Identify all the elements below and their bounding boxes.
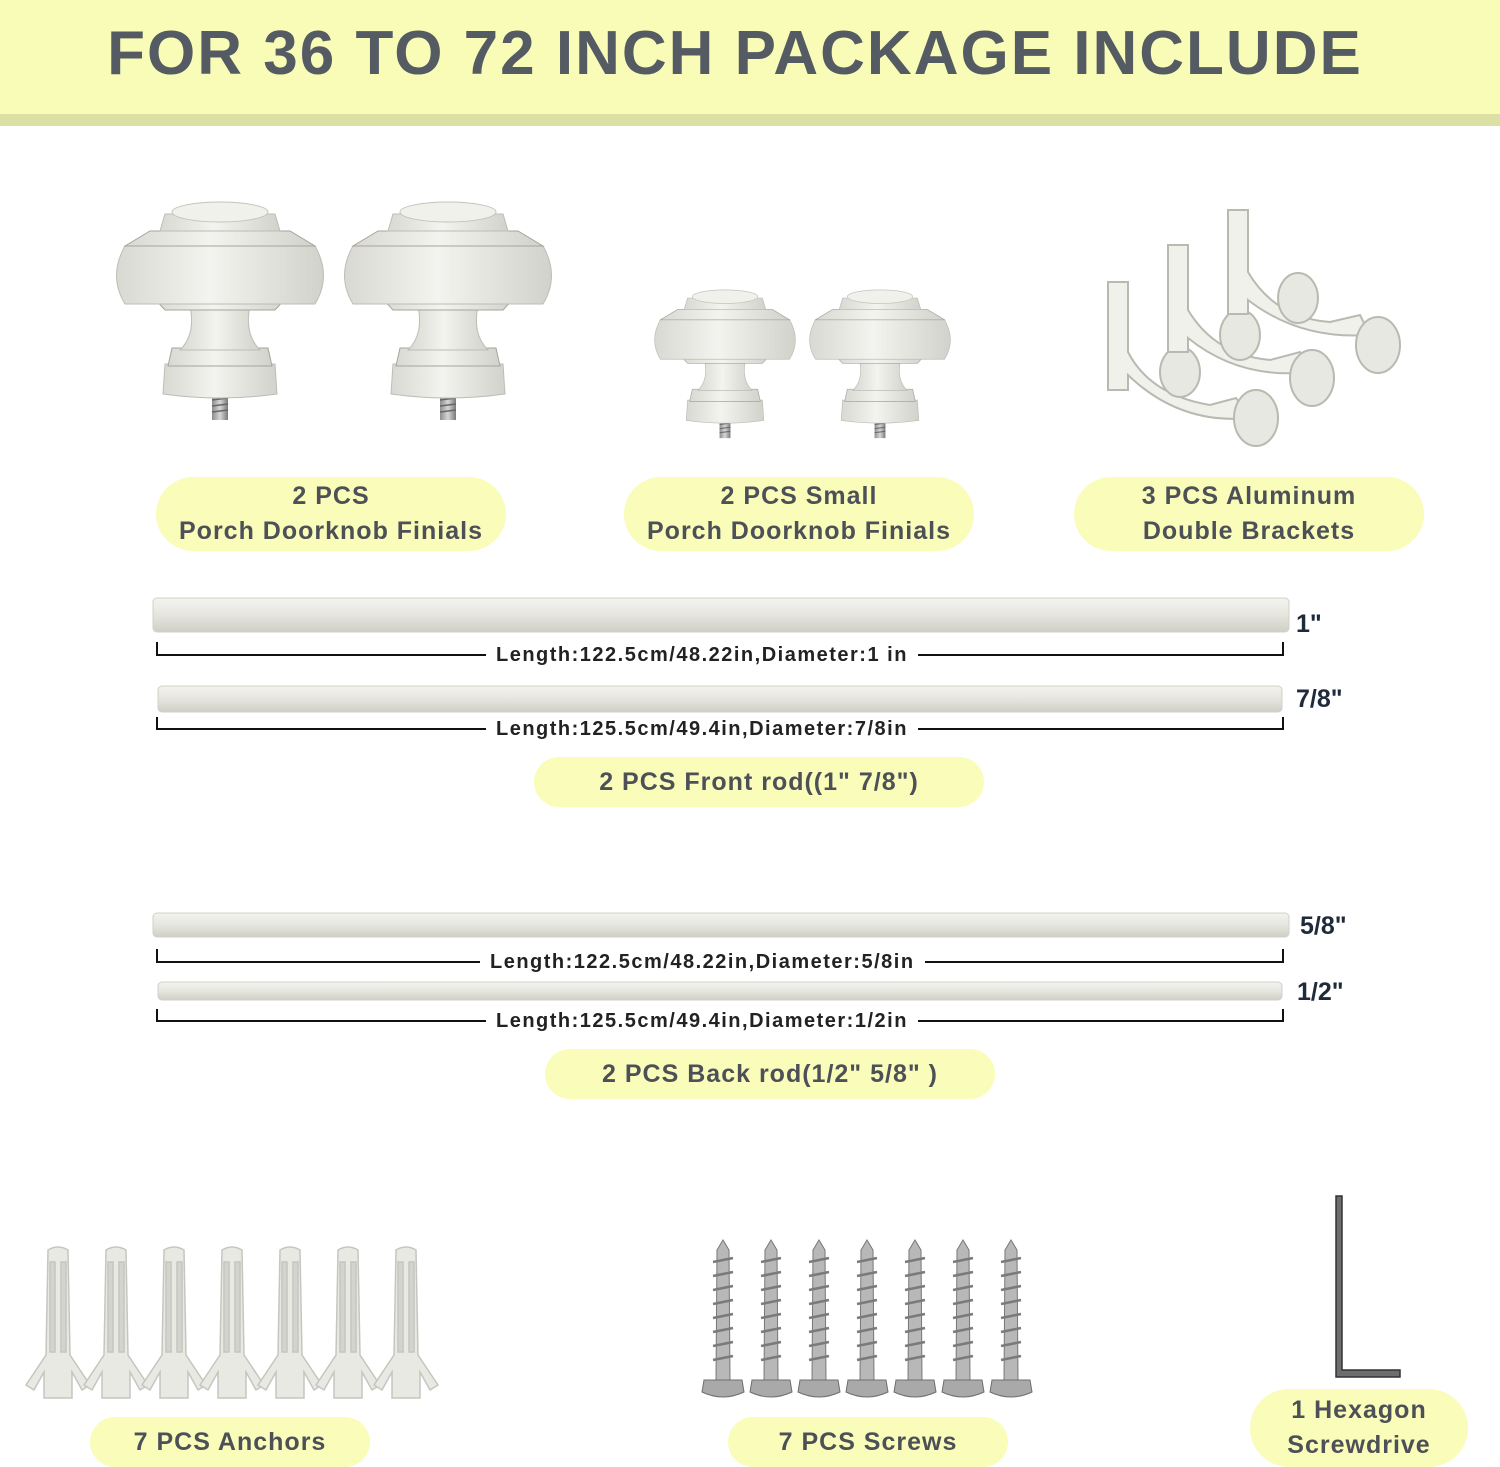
- large-finial-1: [117, 202, 324, 420]
- anchors-group: [26, 1247, 438, 1398]
- label-brackets-line1: 3 PCS Aluminum: [1141, 482, 1357, 510]
- rod-dimension-1: 1": [1296, 610, 1322, 638]
- screws-group: [702, 1240, 1032, 1397]
- label-small-finials-line1: 2 PCS Small: [720, 482, 878, 510]
- small-finial-2: [810, 290, 951, 438]
- label-brackets: [1074, 477, 1424, 551]
- label-brackets-line2: Double Brackets: [1142, 517, 1356, 545]
- rod-1-2in: [158, 982, 1282, 1000]
- page-title: FOR 36 TO 72 INCH PACKAGE INCLUDE: [107, 19, 1363, 88]
- label-large-finials-line2: Porch Doorknob Finials: [179, 517, 483, 545]
- hex-key-icon: [1336, 1196, 1400, 1377]
- label-anchors: [90, 1417, 370, 1467]
- rod-dimension-4: 1/2": [1297, 978, 1344, 1006]
- label-anchors-text: 7 PCS Anchors: [133, 1427, 327, 1456]
- label-screws: [728, 1417, 1008, 1467]
- rod-1in: [153, 598, 1289, 632]
- label-screws-text: 7 PCS Screws: [778, 1427, 958, 1456]
- label-small-finials: [624, 477, 974, 551]
- rod-dimension-2: 7/8": [1296, 685, 1343, 713]
- label-large-finials: [156, 477, 506, 551]
- small-finial-1: [655, 290, 796, 438]
- label-large-finials-line1: 2 PCS: [292, 482, 370, 510]
- rod-5-8in: [153, 913, 1289, 937]
- label-hex-line2: Screwdrive: [1287, 1431, 1431, 1459]
- rod-measure-4: Length:125.5cm/49.4in,Diameter:1/2in: [486, 1010, 918, 1033]
- label-back-rod-text: 2 PCS Back rod(1/2" 5/8" ): [602, 1059, 938, 1088]
- label-hex-line1: 1 Hexagon: [1291, 1396, 1427, 1424]
- rod-dimension-3: 5/8": [1300, 912, 1347, 940]
- large-finial-2: [345, 202, 552, 420]
- rod-measure-2: Length:125.5cm/49.4in,Diameter:7/8in: [486, 718, 918, 741]
- label-hex-screwdriver: [1250, 1389, 1468, 1467]
- label-front-rod-text: 2 PCS Front rod((1" 7/8"): [599, 767, 919, 796]
- label-small-finials-line2: Porch Doorknob Finials: [647, 517, 951, 545]
- rod-measure-1: Length:122.5cm/48.22in,Diameter:1 in: [486, 644, 918, 667]
- label-back-rod: [545, 1049, 995, 1099]
- label-front-rod: [534, 757, 984, 807]
- rod-7-8in: [158, 686, 1282, 712]
- rod-measure-3: Length:122.5cm/48.22in,Diameter:5/8in: [480, 951, 925, 974]
